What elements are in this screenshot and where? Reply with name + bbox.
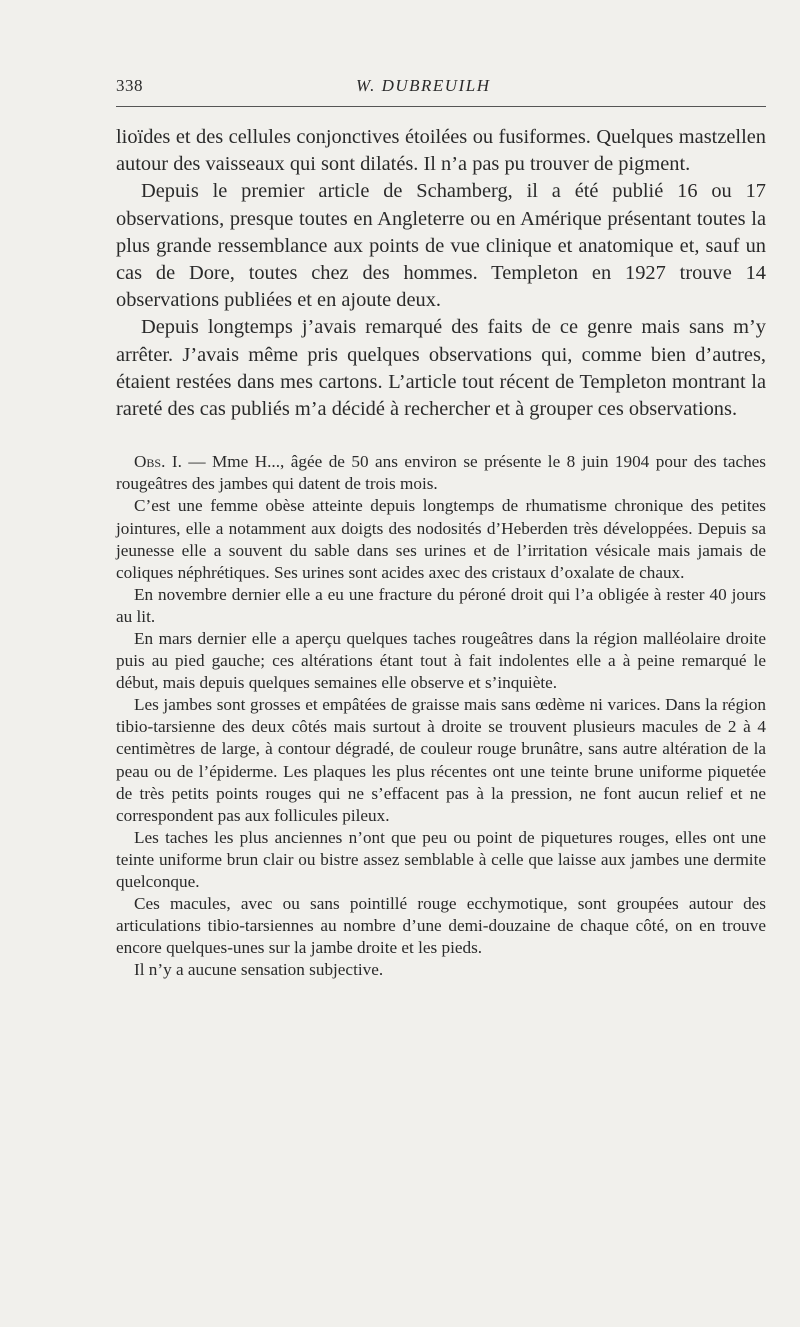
running-head [116, 70, 766, 107]
observation-paragraph: En mars dernier elle a aperçu quelques taches rougeâtres dans la région malléolaire droite puis au pied gauche; ces altérations étant tout à fait indolentes elle a à peine remarqué le début, mais depuis quelques semaines elle observe et s’inquiète. [116, 628, 766, 693]
observation-paragraph: En novembre dernier elle a eu une fracture du péroné droit qui l’a obligée à rester 40 jours au lit. [116, 584, 766, 626]
observation-paragraph: Ces macules, avec ou sans pointillé rouge ecchymotique, sont groupées autour des articulations tibio-tarsiennes au nombre d’une demi-douzaine de chaque côté, on en trouve encore quelques-unes sur la jambe droite et les pieds. [116, 894, 766, 958]
observation-intro [116, 451, 766, 495]
paragraph-templeton: Depuis longtemps j’avais remarqué des faits de ce genre mais sans m’y arrêter. J’avais même pris quelques observations qui, comme bien d’autres, étaient restées dans mes cartons. L’article tout récent de Templeton montrant la rareté des cas publiés m’a décidé à rechercher et à grouper ces observations. [116, 316, 766, 421]
observation-paragraph: C’est une femme obèse atteinte depuis longtemps de rhumatisme chronique des petites jointures, elle a notamment aux doigts des nodosités d’Heberden très développées. Depuis sa jeunesse elle a souvent du sable dans ses urines et de l’irritation vésicale mais jamais de coliques néphrétiques. Ses urines sont acides axec des cristaux d’oxalate de chaux. [116, 496, 766, 582]
observation-intro-text: — Mme H..., âgée de 50 ans environ se présente le 8 juin 1904 pour des taches rougeâtres des jambes qui datent de trois mois. [116, 452, 766, 494]
observation-paragraph: Il n’y a aucune sensation subjective. [134, 960, 384, 980]
observation-paragraph: Les taches les plus anciennes n’ont que peu ou point de piquetures rouges, elles ont une teinte uniforme brun clair ou bistre assez semblable à celle que laisse aux jambes une dermite quelconque. [116, 827, 766, 892]
paragraph-schamberg: Depuis le premier article de Schamberg, il a été publié 16 ou 17 observations, presque toutes en Angleterre ou en Amérique présentant toutes la plus grande ressemblance aux points de vue clinique et anatomique et, sauf un cas de Dore, toutes chez des hommes. Templeton en 1927 trouve 14 observations publiées et en ajoute deux. [116, 180, 766, 312]
running-head-author: W. DUBREUILH [356, 76, 491, 95]
paragraph-continued: lioïdes et des cellules conjonctives étoilées ou fusiformes. Quelques mastzellen autour des vaisseaux qui sont dilatés. Il n’a pas pu trouver de pigment. [116, 126, 766, 176]
book-page [116, 70, 766, 981]
observation-label: Obs. I. [134, 452, 182, 472]
page-number: 338 [116, 76, 143, 95]
main-text [116, 124, 766, 423]
observation-paragraph: Les jambes sont grosses et empâtées de graisse mais sans œdème ni varices. Dans la région tibio-tarsienne des deux côtés mais surtout à droite se trouvent plusieurs macules de 2 à 4 centimètres de large, à contour dégradé, de couleur rouge brunâtre, sans autre altération de la peau ou de l’épiderme. Les plaques les plus récentes ont une teinte brune uniforme piquetée de très petits points rouges qui ne s’effacent pas à la pression, ne font aucun relief et ne correspondent pas aux follicules pileux. [116, 695, 766, 825]
observation-1 [116, 451, 766, 981]
